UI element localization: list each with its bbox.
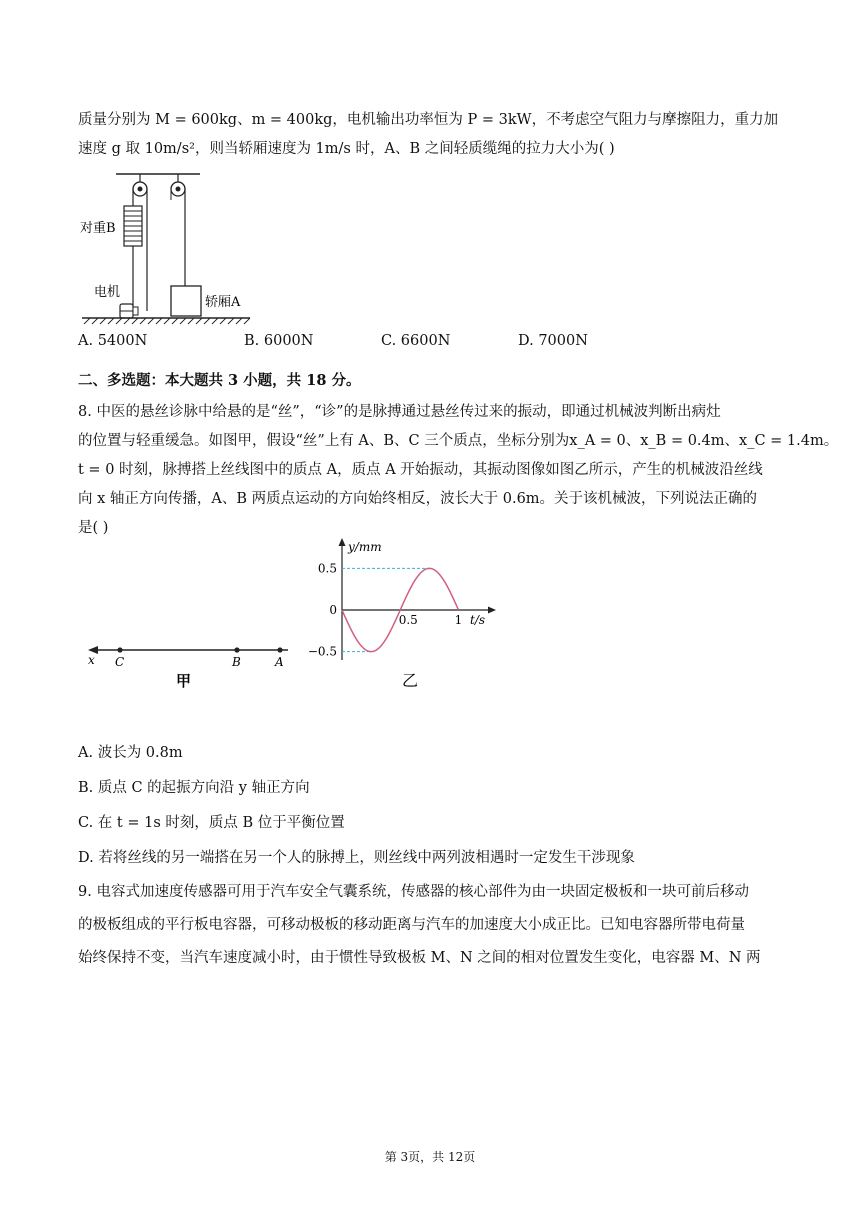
q8-text xyxy=(78,398,839,543)
q7-line-2: 速度 g 取 10m/s²，则当轿厢速度为 1m/s 时，A、B 之间轻质缆绳的拉力大小为( ) xyxy=(78,141,615,157)
q8-line-3: t = 0 时刻，脉搏搭上丝线图中的质点 A，质点 A 开始振动，其振动图像如图乙所示，产生的机械波沿丝线 xyxy=(78,462,763,478)
q9-line-3: 始终保持不变，当汽车速度减小时，由于惯性导致极板 M、N 之间的相对位置发生变化，电容器 M、N 两 xyxy=(78,950,761,966)
q8-option-b[interactable]: B. 质点 C 的起振方向沿 y 轴正方向 xyxy=(78,780,310,796)
q9-line-1: 9. 电容式加速度传感器可用于汽车安全气囊系统，传感器的核心部件为由一块固定极板和一块可前后移动 xyxy=(78,884,749,900)
yi-ytick-zero: 0 xyxy=(329,603,337,617)
figure-jia xyxy=(84,640,294,692)
cabin-a xyxy=(171,286,201,316)
q8-options xyxy=(78,736,786,876)
q7-option-d[interactable]: D. 7000N xyxy=(518,333,588,349)
figure-yi-chart xyxy=(300,536,500,696)
q8-line-5: 是( ) xyxy=(78,520,109,536)
yi-ytick-top: 0.5 xyxy=(317,561,337,576)
q9-line-2: 的极板组成的平行板电容器，可移动极板的移动距离与汽车的加速度大小成正比。已知电容器所带电荷量 xyxy=(78,917,745,933)
jia-label-a: A xyxy=(275,655,284,669)
yi-xlabel: t/s xyxy=(470,613,486,627)
q8-option-a[interactable]: A. 波长为 0.8m xyxy=(78,745,183,761)
q7-option-c[interactable]: C. 6600N xyxy=(381,333,451,349)
yi-xtick-one: 1 xyxy=(454,613,463,627)
label-motor: 电机 xyxy=(94,285,121,300)
q7-options xyxy=(78,333,778,361)
q8-option-c[interactable]: C. 在 t = 1s 时刻，质点 B 位于平衡位置 xyxy=(78,815,345,831)
point-c xyxy=(117,647,122,652)
q8-line-1: 8. 中医的悬丝诊脉中给悬的是“丝”，“诊”的是脉搏通过悬丝传过来的振动，即通过机械波判断出病灶 xyxy=(78,404,721,420)
yi-x-axis-arrow xyxy=(488,607,496,614)
motor xyxy=(120,304,138,318)
page-footer: 第 3页，共 12页 xyxy=(384,1150,476,1164)
yi-xtick-half: 0.5 xyxy=(398,613,418,627)
point-b xyxy=(234,647,239,652)
q8-option-d[interactable]: D. 若将丝线的另一端搭在另一个人的脉搏上，则丝线中两列波相遇时一定发生干涉现象 xyxy=(78,850,635,866)
section-heading xyxy=(78,366,786,395)
label-cabin: 轿厢A xyxy=(205,295,241,310)
counterweight-b xyxy=(124,206,142,246)
jia-label-c: C xyxy=(115,655,125,669)
point-a xyxy=(277,647,282,652)
yi-y-axis-arrow xyxy=(339,538,346,546)
q9-text xyxy=(78,876,786,975)
q7-option-b[interactable]: B. 6000N xyxy=(244,333,314,349)
q7-text xyxy=(78,106,786,164)
yi-ylabel: y/mm xyxy=(348,540,382,554)
elevator-diagram xyxy=(78,170,258,328)
jia-axis-label: x xyxy=(88,653,95,667)
yi-caption: 乙 xyxy=(402,671,419,690)
q7-option-a[interactable]: A. 5400N xyxy=(78,333,148,349)
label-counterweight: 对重B xyxy=(80,221,116,236)
q8-line-2: 的位置与轻重缓急。如图甲，假设“丝”上有 A、B、C 三个质点，坐标分别为x_A = 0、x_B = 0.4m、x_C = 1.4m。 xyxy=(78,433,839,449)
q8-line-4: 向 x 轴正方向传播，A、B 两质点运动的方向始终相反，波长大于 0.6m。关于该机械波，下列说法正确的 xyxy=(78,491,758,507)
jia-caption: 甲 xyxy=(176,672,192,690)
yi-axes xyxy=(339,538,497,660)
section-heading-text: 二、多选题：本大题共 3 小题，共 18 分。 xyxy=(78,372,361,389)
q7-line-1: 质量分别为 M = 600kg、m = 400kg，电机输出功率恒为 P = 3kW，不考虑空气阻力与摩擦阻力，重力加 xyxy=(78,112,779,128)
jia-label-b: B xyxy=(232,655,241,669)
yi-ytick-bottom: −0.5 xyxy=(307,644,337,659)
